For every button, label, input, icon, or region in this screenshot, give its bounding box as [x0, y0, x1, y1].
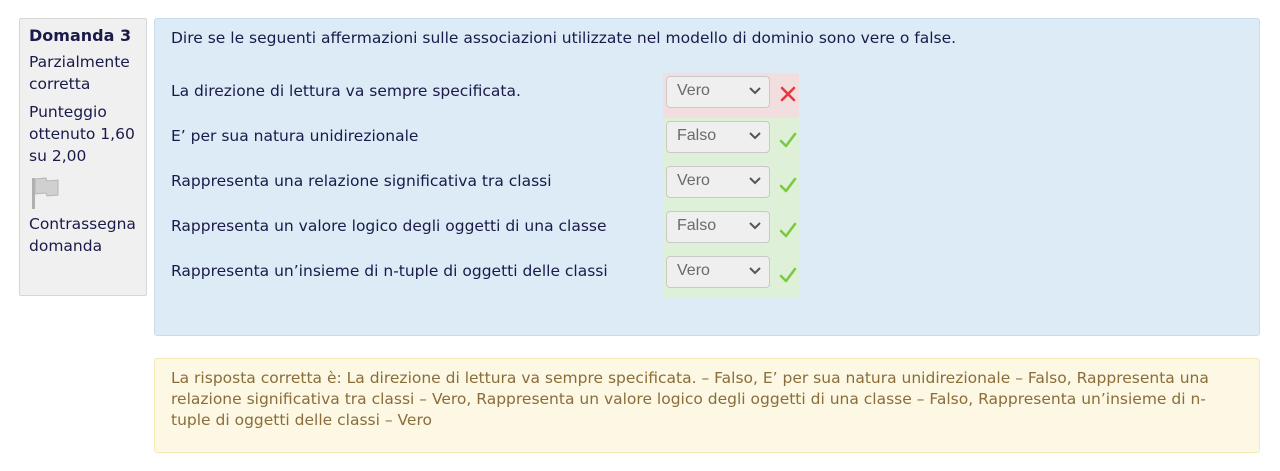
- statement-2: E’ per sua natura unidirezionale: [171, 127, 419, 145]
- question-state: Parzialmente corretta: [29, 53, 130, 93]
- right-answer-text: La risposta corretta è: La direzione di lettura va sempre specificata. – Falso, E’ per sua natura unidirezionale – Falso, Rappresenta una relazione significativa tra classi – Vero, Rappresenta un valore logico degli oggetti di una classe – Falso, Rappresenta un’insieme di n-tuple di oggetti delle classi – Vero: [171, 369, 1209, 429]
- question-info-panel: [19, 18, 147, 296]
- statement-4: Rappresenta un valore logico degli oggetti di una classe: [171, 217, 607, 235]
- flag-icon: [29, 175, 61, 211]
- flag-question-link[interactable]: [29, 175, 146, 257]
- correct-icon: [779, 176, 797, 194]
- statement-3: Rappresenta una relazione significativa tra classi: [171, 172, 552, 190]
- question-number: Domanda 3: [29, 26, 132, 45]
- answer-select-value: Falso: [677, 217, 717, 234]
- answer-select-5[interactable]: [666, 256, 770, 288]
- chevron-down-icon: [749, 87, 761, 95]
- answer-select-value: Falso: [677, 127, 717, 144]
- statement-5: Rappresenta un’insieme di n-tuple di oggetti delle classi: [171, 262, 608, 280]
- flag-question-label: Contrassegna domanda: [29, 215, 136, 255]
- chevron-down-icon: [749, 222, 761, 230]
- question-grade: Punteggio ottenuto 1,60 su 2,00: [29, 103, 135, 165]
- chevron-down-icon: [749, 177, 761, 185]
- answer-select-value: Vero: [677, 82, 710, 99]
- statement-1: La direzione di lettura va sempre specificata.: [171, 82, 521, 100]
- incorrect-icon: [779, 85, 797, 103]
- correct-icon: [779, 221, 797, 239]
- chevron-down-icon: [749, 267, 761, 275]
- answer-select-value: Vero: [677, 262, 710, 279]
- answer-select-4[interactable]: [666, 211, 770, 243]
- answer-select-value: Vero: [677, 172, 710, 189]
- question-content: [154, 18, 1260, 336]
- answer-select-3[interactable]: [666, 166, 770, 198]
- right-answer-feedback: [154, 358, 1260, 453]
- chevron-down-icon: [749, 132, 761, 140]
- correct-icon: [779, 266, 797, 284]
- answer-select-2[interactable]: [666, 121, 770, 153]
- correct-icon: [779, 131, 797, 149]
- answer-select-1[interactable]: [666, 76, 770, 108]
- question-text: Dire se le seguenti affermazioni sulle associazioni utilizzate nel modello di dominio sono vere o false.: [171, 29, 957, 47]
